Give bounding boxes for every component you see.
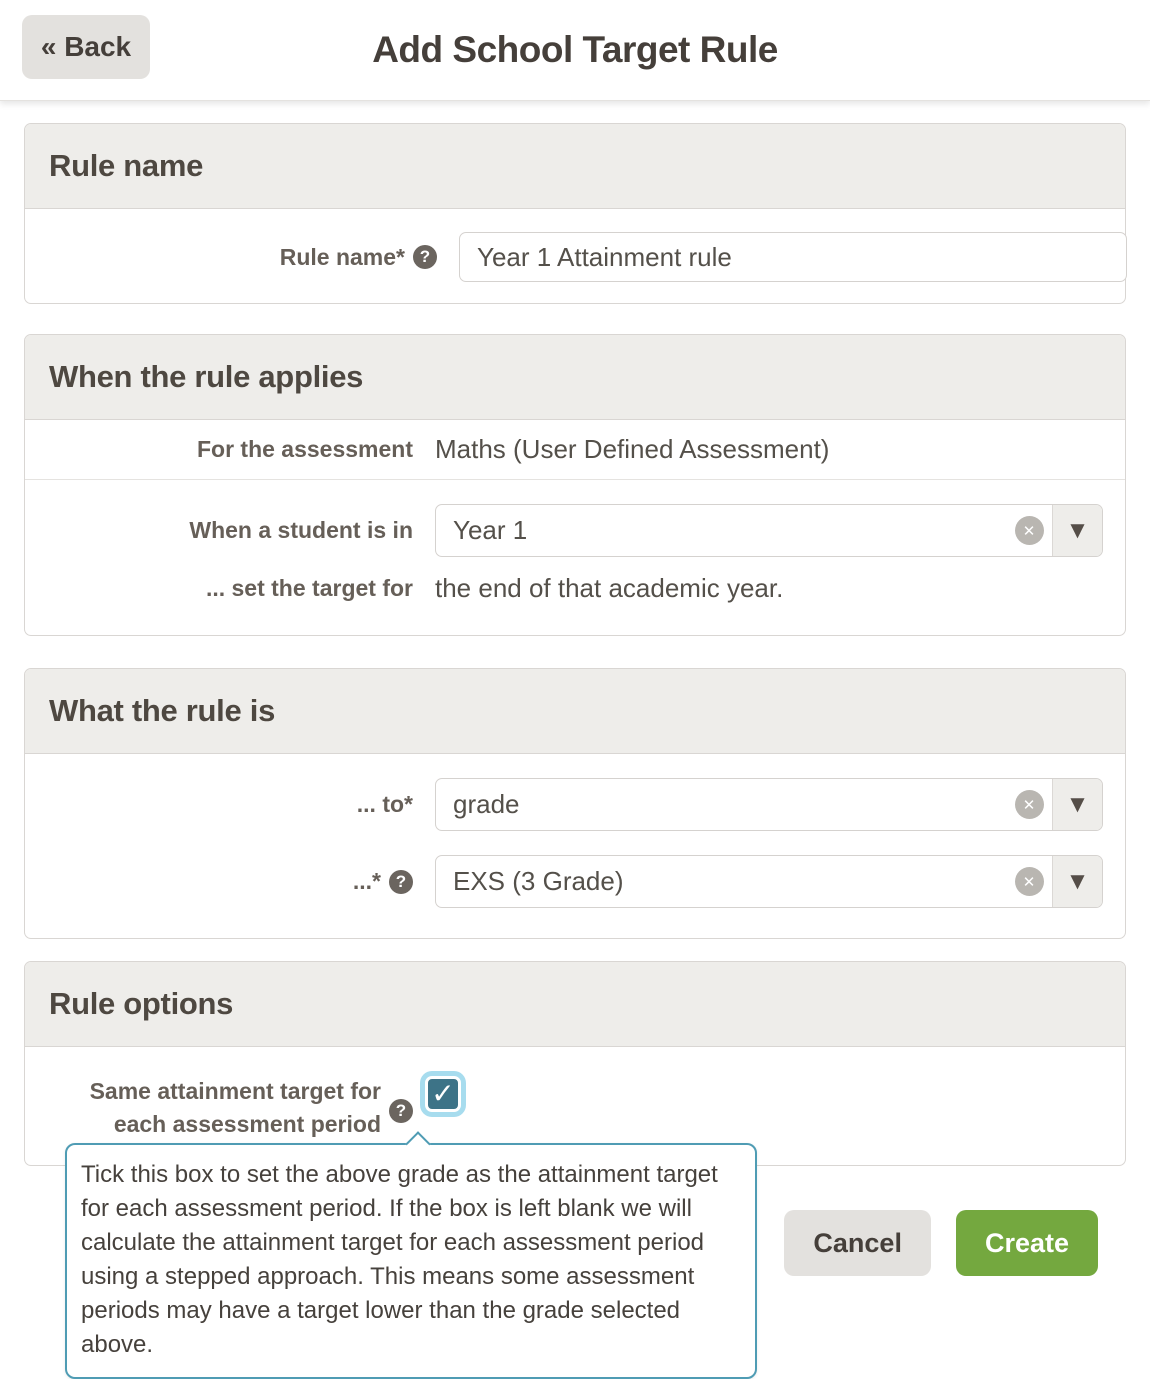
same-target-row — [25, 1075, 1101, 1141]
clear-icon[interactable]: ✕ — [1006, 779, 1052, 830]
to-value: grade — [453, 789, 520, 819]
set-target-row — [25, 557, 1125, 635]
panel-what-title: What the rule is — [25, 669, 1125, 754]
same-target-label: Same attainment target for each assessment period — [89, 1078, 381, 1137]
clear-icon[interactable]: ✕ — [1006, 856, 1052, 907]
grade-label: ...* — [352, 868, 381, 894]
assessment-value: Maths (User Defined Assessment) — [435, 434, 830, 464]
student-year-value: Year 1 — [453, 515, 528, 545]
back-button[interactable]: « Back — [22, 15, 150, 79]
panel-when-title: When the rule applies — [25, 335, 1125, 420]
rule-name-row — [49, 232, 1101, 282]
set-target-value: the end of that academic year. — [435, 573, 784, 603]
page-header — [0, 0, 1150, 101]
same-target-checkbox[interactable] — [425, 1076, 461, 1112]
chevron-down-icon[interactable]: ▼ — [1052, 779, 1102, 830]
student-year-label: When a student is in — [189, 517, 413, 543]
tooltip-text: Tick this box to set the above grade as the attainment target for each assessment period. If the box is left blank we will calculate the attainment target for each assessment period using a stepped approach. This means some assessment periods may have a target lower than the grade selected above. — [81, 1161, 718, 1358]
grade-dropdown[interactable] — [435, 855, 1103, 908]
help-icon[interactable]: ? — [389, 870, 413, 894]
student-year-row — [25, 480, 1125, 557]
rule-name-label: Rule name* — [279, 243, 405, 270]
set-target-label: ... set the target for — [205, 575, 413, 601]
clear-icon[interactable]: ✕ — [1006, 505, 1052, 556]
panel-options-title: Rule options — [25, 962, 1125, 1047]
help-icon[interactable]: ? — [389, 1099, 413, 1123]
create-button[interactable]: Create — [956, 1210, 1098, 1276]
panel-what-rule-is — [24, 668, 1126, 939]
checkmark-icon: ✓ — [431, 1078, 455, 1109]
panel-rule-name — [24, 123, 1126, 304]
to-label: ... to* — [356, 791, 413, 817]
grade-value: EXS (3 Grade) — [453, 866, 624, 896]
rule-name-input[interactable] — [459, 232, 1127, 282]
to-row — [25, 754, 1125, 831]
panel-when-rule-applies — [24, 334, 1126, 636]
page-title: Add School Target Rule — [372, 29, 778, 70]
chevron-down-icon[interactable]: ▼ — [1052, 505, 1102, 556]
cancel-button[interactable]: Cancel — [784, 1210, 931, 1276]
chevron-down-icon[interactable]: ▼ — [1052, 856, 1102, 907]
assessment-label: For the assessment — [196, 436, 413, 462]
grade-row — [25, 831, 1125, 938]
help-icon[interactable]: ? — [413, 245, 437, 269]
checkbox-tooltip — [65, 1143, 757, 1379]
student-year-dropdown[interactable] — [435, 504, 1103, 557]
form-content — [0, 123, 1150, 1358]
to-dropdown[interactable] — [435, 778, 1103, 831]
assessment-row — [25, 420, 1125, 480]
panel-rule-name-title: Rule name — [25, 124, 1125, 209]
